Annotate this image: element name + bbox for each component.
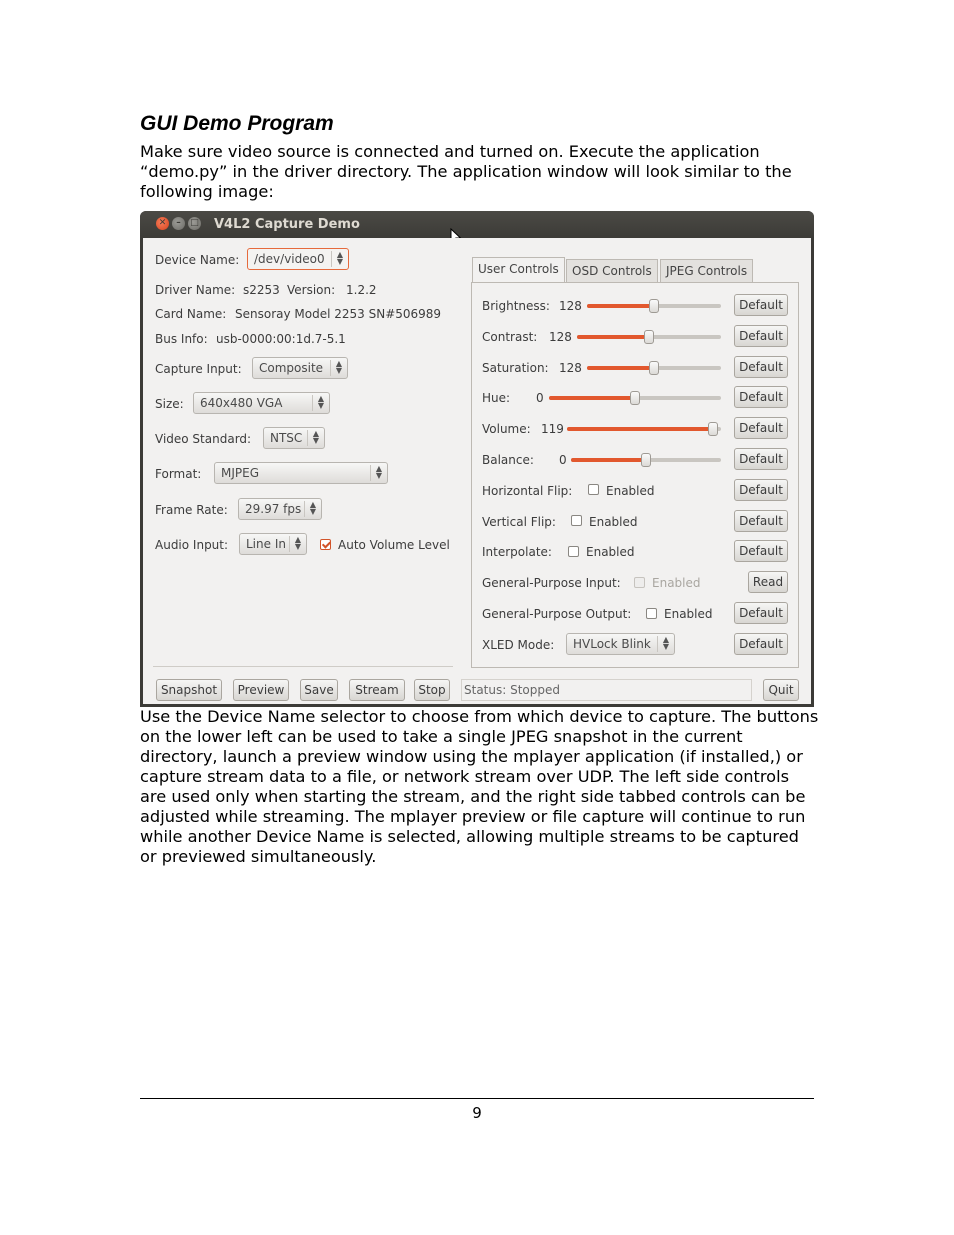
xled-mode-label: XLED Mode: [482,638,555,652]
saturation-value: 128 [559,361,582,375]
maximize-icon: □ [190,218,199,228]
status-bar: Status: Stopped [461,679,752,701]
audio-input-value: Line In [246,537,286,551]
capture-input-value: Composite [259,361,324,375]
window-titlebar [140,211,814,238]
size-value: 640x480 VGA [200,396,283,410]
capture-input-select[interactable] [252,357,348,379]
brightness-value: 128 [559,299,582,313]
window-client-area [143,238,811,704]
version-value: 1.2.2 [346,283,377,297]
slider-handle[interactable] [649,299,659,313]
xled-mode-value: HVLock Blink [573,637,651,651]
horizontal-flip-label: Horizontal Flip: [482,484,573,498]
slider-fill [587,304,654,308]
minimize-icon: – [176,218,181,228]
chevron-updown-icon: ▲ ▼ [304,501,321,517]
auto-volume-label: Auto Volume Level [338,538,450,552]
gp-input-enabled-label: Enabled [652,576,701,590]
frame-rate-label: Frame Rate: [155,503,228,517]
saturation-slider[interactable] [587,366,721,370]
balance-value: 0 [559,453,567,467]
hue-default-button[interactable]: Default [734,386,788,408]
frame-rate-value: 29.97 fps [245,502,302,516]
slider-fill [587,366,654,370]
device-name-value: /dev/video0 [254,252,325,266]
window-title: V4L2 Capture Demo [214,217,360,232]
xled-mode-select[interactable] [566,633,675,655]
contrast-value: 128 [549,330,572,344]
interpolate-default-button[interactable]: Default [734,540,788,562]
slider-fill [577,335,649,339]
contrast-slider[interactable] [577,335,721,339]
video-standard-label: Video Standard: [155,432,252,446]
hue-label: Hue: [482,391,511,405]
format-select[interactable] [214,462,388,484]
chevron-updown-icon: ▲ ▼ [289,536,306,552]
vertical-flip-default-button[interactable]: Default [734,510,788,532]
balance-label: Balance: [482,453,534,467]
chevron-updown-icon: ▲ ▼ [330,360,347,376]
close-icon: ✕ [158,218,167,228]
slider-fill [549,396,635,400]
slider-handle[interactable] [641,453,651,467]
brightness-slider[interactable] [587,304,721,308]
vertical-flip-checkbox[interactable] [571,515,582,526]
slider-handle[interactable] [649,361,659,375]
vertical-flip-enabled-label: Enabled [589,515,638,529]
video-standard-value: NTSC [270,431,303,445]
horizontal-flip-default-button[interactable]: Default [734,479,788,501]
saturation-label: Saturation: [482,361,549,375]
vertical-flip-label: Vertical Flip: [482,515,556,529]
window-close-button[interactable] [156,217,169,230]
window-maximize-button[interactable] [188,217,201,230]
card-name-label: Card Name: [155,307,227,321]
frame-rate-select[interactable] [238,498,322,520]
device-name-select[interactable] [247,248,349,270]
app-window-screenshot [140,211,814,707]
slider-handle[interactable] [644,330,654,344]
interpolate-checkbox[interactable] [568,546,579,557]
intro-paragraph: Make sure video source is connected and turned on. Execute the application “demo.py” in the driver directory. The application window will look similar to the following image: [140,142,792,201]
gp-output-default-button[interactable]: Default [734,602,788,624]
slider-handle[interactable] [708,422,718,436]
driver-name-label: Driver Name: [155,283,236,297]
slider-fill [571,458,646,462]
window-minimize-button[interactable] [172,217,185,230]
chevron-updown-icon: ▲ ▼ [331,251,348,267]
body-paragraph: Use the Device Name selector to choose from which device to capture. The buttons on the lower left can be used to take a single JPEG snapshot in the current directory, launch a preview window using the mplayer application (if installed,) or capture stream data to a file, or network stream over UDP. The left side controls are used only when starting the stream, and the right side tabbed controls can be adjusted while streaming. The mplayer preview or file capture will continue to run while another Device Name is selected, allowing multiple streams to be captured or previewed simultaneously. [140,707,819,866]
tab-osd-controls[interactable]: OSD Controls [566,259,658,283]
brightness-default-button[interactable]: Default [734,294,788,316]
gp-output-label: General-Purpose Output: [482,607,632,621]
balance-slider[interactable] [571,458,721,462]
save-button[interactable]: Save [300,679,338,701]
stream-button[interactable]: Stream [349,679,405,701]
gp-input-label: General-Purpose Input: [482,576,621,590]
interpolate-enabled-label: Enabled [586,545,635,559]
chevron-updown-icon: ▲ ▼ [657,636,674,652]
size-label: Size: [155,397,184,411]
left-divider [153,666,453,667]
hue-slider[interactable] [549,396,721,400]
audio-input-label: Audio Input: [155,538,229,552]
slider-fill [567,427,713,431]
format-label: Format: [155,467,202,481]
format-value: MJPEG [221,466,260,480]
page-number: 9 [472,1104,482,1122]
volume-label: Volume: [482,422,531,436]
bus-info-label: Bus Info: [155,332,208,346]
volume-value: 119 [541,422,564,436]
saturation-default-button[interactable]: Default [734,356,788,378]
card-name-value: Sensoray Model 2253 SN#506989 [235,307,442,321]
hue-value: 0 [536,391,544,405]
size-select[interactable] [193,392,330,414]
gp-output-enabled-label: Enabled [664,607,713,621]
balance-default-button[interactable]: Default [734,448,788,470]
gp-output-checkbox[interactable] [646,608,657,619]
device-name-label: Device Name: [155,253,240,267]
volume-default-button[interactable]: Default [734,417,788,439]
slider-handle[interactable] [630,391,640,405]
gp-input-checkbox [634,577,645,588]
horizontal-flip-checkbox[interactable] [588,484,599,495]
video-standard-select[interactable] [263,427,325,449]
stop-button[interactable]: Stop [414,679,450,701]
tab-jpeg-controls[interactable]: JPEG Controls [660,259,753,283]
capture-input-label: Capture Input: [155,362,242,376]
version-label: Version: [287,283,336,297]
gp-input-read-button[interactable]: Read [748,571,788,593]
horizontal-flip-enabled-label: Enabled [606,484,655,498]
preview-button[interactable]: Preview [233,679,289,701]
footer-rule [140,1098,814,1099]
quit-button[interactable]: Quit [763,679,799,701]
tab-user-controls[interactable]: User Controls [472,257,565,283]
brightness-label: Brightness: [482,299,550,313]
interpolate-label: Interpolate: [482,545,552,559]
contrast-label: Contrast: [482,330,538,344]
xled-mode-default-button[interactable]: Default [734,633,788,655]
audio-input-select[interactable] [239,533,307,555]
bus-info-value: usb-0000:00:1d.7-5.1 [216,332,346,346]
driver-name-value: s2253 [243,283,280,297]
chevron-updown-icon: ▲ ▼ [307,430,324,446]
auto-volume-checkbox[interactable] [320,539,331,550]
snapshot-button[interactable]: Snapshot [156,679,222,701]
volume-slider[interactable] [567,427,721,431]
section-heading: GUI Demo Program [140,112,334,135]
chevron-updown-icon: ▲ ▼ [370,465,387,481]
chevron-updown-icon: ▲ ▼ [312,395,329,411]
contrast-default-button[interactable]: Default [734,325,788,347]
